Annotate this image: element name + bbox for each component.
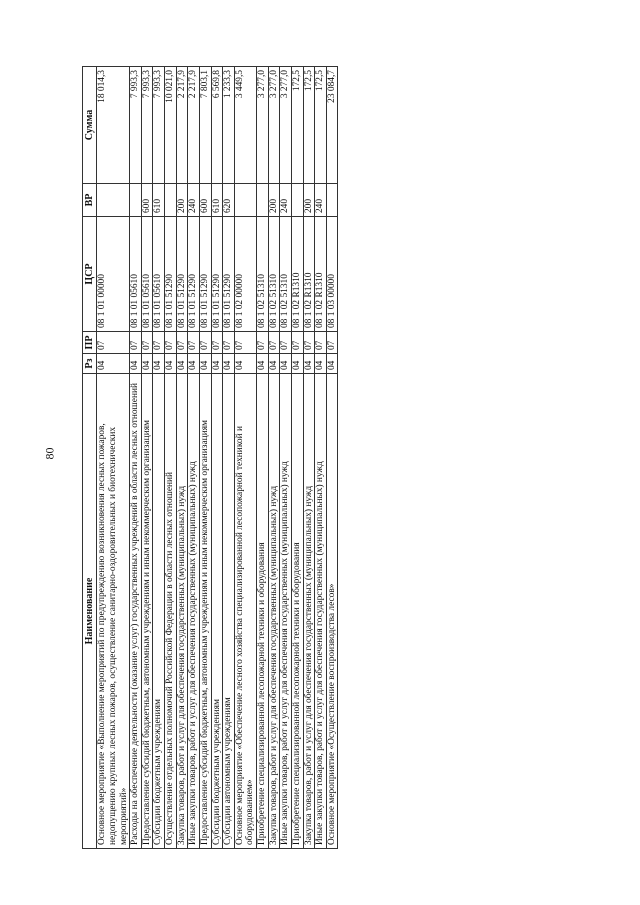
header-vr: ВР [83,184,97,217]
cell-rz: 04 [223,354,235,374]
cell-rz: 04 [326,354,338,374]
cell-name: Основное мероприятие «Выполнение мероприятий по предупреждению возникновения лесных пожаров, недопущению крупных лесных пожаров, осуществление санитарно-оздоровительных и биотехнических мероприятий» [97,374,130,849]
cell-vr: 240 [188,184,200,217]
cell-name: Закупка товаров, работ и услуг для обеспечения государственных (муниципальных) нужд [268,374,280,849]
cell-csr: 08 1 03 00000 [326,217,338,332]
cell-name: Субсидии бюджетным учреждениям [211,374,223,849]
cell-vr: 200 [268,184,280,217]
cell-rz: 04 [130,354,142,374]
cell-pr: 07 [268,332,280,354]
table-row [176,67,188,849]
cell-pr: 07 [280,332,292,354]
cell-rz: 04 [97,354,130,374]
cell-vr: 610 [153,184,165,217]
cell-sum: 3 277,0 [257,67,269,184]
cell-csr: 08 1 01 05610 [153,217,165,332]
cell-csr: 08 1 02 R1310 [303,217,315,332]
page-number: 80 [42,447,57,460]
cell-csr: 08 1 01 00000 [97,217,130,332]
cell-name: Приобретение специализированной лесопожарной техники и оборудования [257,374,269,849]
cell-csr: 08 1 01 51290 [165,217,177,332]
cell-rz: 04 [176,354,188,374]
cell-rz: 04 [268,354,280,374]
cell-name: Осуществление отдельных полномочий Российской Федерации в области лесных отношений [165,374,177,849]
cell-pr: 07 [223,332,235,354]
cell-name: Иные закупки товаров, работ и услуг для обеспечения государственных (муниципальных) нужд [280,374,292,849]
cell-sum: 18 014,3 [97,67,130,184]
cell-rz: 04 [188,354,200,374]
table-body [97,67,338,849]
header-name: Наименование [83,374,97,849]
cell-sum: 172,5 [315,67,327,184]
cell-pr: 07 [188,332,200,354]
table-row [280,67,292,849]
table-row [199,67,211,849]
cell-pr: 07 [153,332,165,354]
cell-sum: 7 803,1 [199,67,211,184]
cell-sum: 2 217,9 [176,67,188,184]
cell-vr [326,184,338,217]
cell-csr: 08 1 02 00000 [234,217,256,332]
header-rz: Рз [83,354,97,374]
cell-pr: 07 [97,332,130,354]
cell-vr [234,184,256,217]
cell-name: Закупка товаров, работ и услуг для обеспечения государственных (муниципальных) нужд [303,374,315,849]
cell-pr: 07 [234,332,256,354]
cell-csr: 08 1 02 R1310 [291,217,303,332]
cell-sum: 2 217,9 [188,67,200,184]
table-row [315,67,327,849]
cell-rz: 04 [280,354,292,374]
cell-sum: 3 277,0 [280,67,292,184]
cell-rz: 04 [234,354,256,374]
cell-vr: 240 [280,184,292,217]
table-row [153,67,165,849]
table-row [165,67,177,849]
table-row [303,67,315,849]
cell-sum: 7 993,3 [153,67,165,184]
cell-sum: 23 084,7 [326,67,338,184]
cell-sum: 7 993,3 [130,67,142,184]
table-row [326,67,338,849]
cell-rz: 04 [141,354,153,374]
cell-name: Субсидии бюджетным учреждениям [153,374,165,849]
cell-name: Основное мероприятие «Обеспечение лесного хозяйства специализированной лесопожарной техникой и оборудованием» [234,374,256,849]
cell-csr: 08 1 01 05610 [141,217,153,332]
cell-sum: 10 021,0 [165,67,177,184]
cell-csr: 08 1 01 51290 [176,217,188,332]
cell-sum: 3 449,5 [234,67,256,184]
cell-name: Предоставление субсидий бюджетным, автономным учреждениям и иным некоммерческим организациям [141,374,153,849]
cell-pr: 07 [257,332,269,354]
cell-csr: 08 1 01 51290 [223,217,235,332]
cell-csr: 08 1 02 51310 [268,217,280,332]
cell-vr: 240 [315,184,327,217]
cell-csr: 08 1 02 51310 [280,217,292,332]
cell-vr [130,184,142,217]
cell-vr [257,184,269,217]
cell-rz: 04 [257,354,269,374]
cell-name: Предоставление субсидий бюджетным, автономным учреждениям и иным некоммерческим организациям [199,374,211,849]
cell-sum: 1 233,3 [223,67,235,184]
cell-pr: 07 [291,332,303,354]
table-row [141,67,153,849]
cell-pr: 07 [211,332,223,354]
cell-sum: 6 569,8 [211,67,223,184]
cell-vr [291,184,303,217]
table-row [257,67,269,849]
cell-rz: 04 [303,354,315,374]
cell-csr: 08 1 01 51290 [211,217,223,332]
cell-name: Иные закупки товаров, работ и услуг для обеспечения государственных (муниципальных) нужд [315,374,327,849]
cell-pr: 07 [326,332,338,354]
cell-rz: 04 [291,354,303,374]
cell-sum: 172,5 [303,67,315,184]
cell-csr: 08 1 01 05610 [130,217,142,332]
cell-name: Закупка товаров, работ и услуг для обеспечения государственных (муниципальных) нужд [176,374,188,849]
cell-pr: 07 [141,332,153,354]
cell-vr: 200 [176,184,188,217]
cell-rz: 04 [165,354,177,374]
cell-vr: 610 [211,184,223,217]
header-pr: ПР [83,332,97,354]
cell-vr [97,184,130,217]
cell-name: Субсидии автономным учреждениям [223,374,235,849]
header-csr: ЦСР [83,217,97,332]
table-row [223,67,235,849]
cell-vr: 600 [199,184,211,217]
budget-table-container [82,67,552,849]
table-row [234,67,256,849]
cell-csr: 08 1 01 51290 [199,217,211,332]
cell-vr: 620 [223,184,235,217]
cell-name: Приобретение специализированной лесопожарной техники и оборудования [291,374,303,849]
cell-sum: 172,5 [291,67,303,184]
cell-rz: 04 [153,354,165,374]
table-row [211,67,223,849]
table-row [268,67,280,849]
table-row [97,67,130,849]
header-sum: Сумма [83,67,97,184]
cell-name: Расходы на обеспечение деятельности (оказание услуг) государственных учреждений в области лесных отношений [130,374,142,849]
cell-csr: 08 1 02 51310 [257,217,269,332]
table-row [130,67,142,849]
cell-vr [165,184,177,217]
cell-pr: 07 [199,332,211,354]
cell-csr: 08 1 01 51290 [188,217,200,332]
cell-name: Иные закупки товаров, работ и услуг для обеспечения государственных (муниципальных) нужд [188,374,200,849]
cell-pr: 07 [176,332,188,354]
cell-rz: 04 [315,354,327,374]
cell-pr: 07 [315,332,327,354]
cell-sum: 7 993,3 [141,67,153,184]
table-row [291,67,303,849]
cell-pr: 07 [165,332,177,354]
table-header-row [83,67,97,849]
cell-pr: 07 [303,332,315,354]
cell-pr: 07 [130,332,142,354]
cell-name: Основное мероприятие «Осуществление воспроизводства лесов» [326,374,338,849]
table-row [188,67,200,849]
cell-vr: 200 [303,184,315,217]
cell-csr: 08 1 02 R1310 [315,217,327,332]
budget-table [82,66,338,849]
cell-rz: 04 [211,354,223,374]
cell-vr: 600 [141,184,153,217]
cell-rz: 04 [199,354,211,374]
cell-sum: 3 277,0 [268,67,280,184]
